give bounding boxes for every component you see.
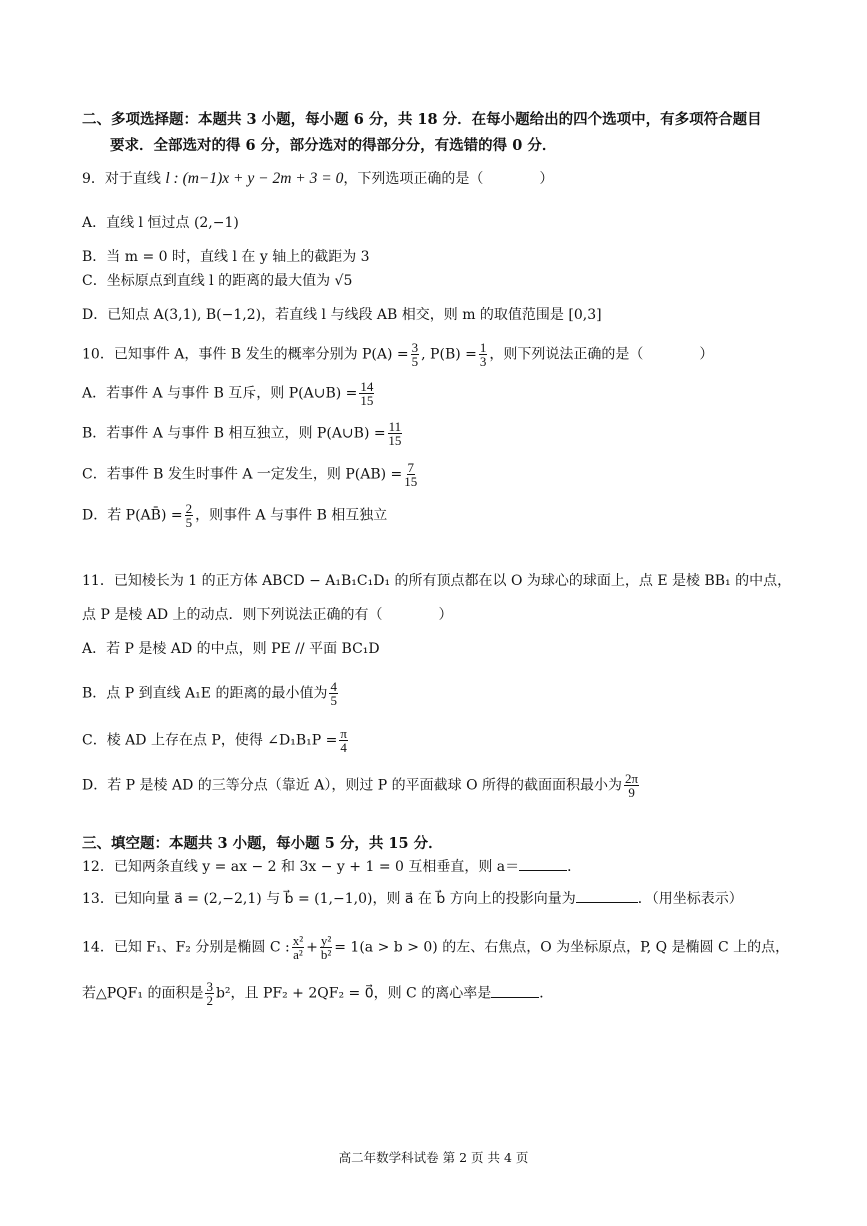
- q9-option-d: D．已知点 A(3,1), B(−1,2)，若直线 l 与线段 AB 相交，则 m 的取值范围是 [0,3]: [82, 307, 602, 323]
- q10-c-fraction: [404, 461, 417, 488]
- q9-stem-post: ，下列选项正确的是（ ）: [343, 171, 554, 187]
- q11-d-num: 2π: [625, 771, 639, 786]
- q10-pb-den: 3: [479, 354, 487, 369]
- q10-option-c: [82, 461, 419, 488]
- q10-c-text: C．若事件 B 发生时事件 A 一定发生，则 P(AB) =: [82, 466, 403, 483]
- q11-b-text: B．点 P 到直线 A₁E 的距离的最小值为: [82, 685, 328, 702]
- q11-d-fraction: [624, 772, 639, 799]
- page-footer: 高二年数学科试卷 第 2 页 共 4 页: [338, 1150, 529, 1165]
- q11-option-c: [82, 727, 350, 754]
- section-3-heading: 三、填空题：本题共 3 小题，每小题 5 分，共 15 分．: [82, 835, 443, 852]
- q11-c-text: C．棱 AD 上存在点 P，使得 ∠D₁B₁P =: [82, 732, 338, 749]
- q9-option-a: A．直线 l 恒过点 (2,−1): [82, 215, 239, 231]
- q10-pa-fraction: [411, 341, 420, 368]
- q10-option-b: [82, 420, 404, 447]
- q10-a-fraction: [359, 380, 374, 407]
- q9-stem-pre: 9．对于直线: [82, 171, 166, 187]
- q9-stem-math: l : (m−1)x + y − 2m + 3 = 0: [165, 170, 344, 187]
- q11-b-den: 5: [330, 693, 337, 708]
- question-14-line2: [82, 980, 553, 1007]
- q11-b-fraction: [329, 680, 338, 707]
- question-10-stem: [82, 341, 713, 368]
- q11-c-den: 4: [340, 740, 347, 755]
- q14-x-fraction: [292, 934, 304, 961]
- q10-d-num: 2: [185, 501, 193, 516]
- q10-pa-den: 5: [411, 354, 419, 369]
- q9-option-b: B．当 m = 0 时，直线 l 在 y 轴上的截距为 3: [82, 249, 370, 265]
- q14-area-den: 2: [206, 993, 213, 1008]
- q14-answer-blank[interactable]: [491, 987, 539, 998]
- question-14-line1: [82, 934, 789, 961]
- q11-b-num: 4: [330, 679, 337, 694]
- q11-c-num: π: [340, 726, 347, 741]
- q10-d-text: D．若 P(AB̄) =: [82, 507, 183, 524]
- q9-option-c: C．坐标原点到直线 l 的距离的最大值为 √5: [82, 273, 353, 289]
- q14-line1-pre: 14．已知 F₁、F₂ 分别是椭圆 C :: [82, 939, 290, 956]
- q14-plus: +: [306, 939, 318, 956]
- q14-line2-pre: 若△PQF₁ 的面积是: [82, 985, 204, 1002]
- q10-b-den: 15: [388, 433, 402, 448]
- q10-stem-post: ，则下列说法正确的是（ ）: [489, 346, 714, 363]
- q10-pa-num: 3: [411, 340, 419, 355]
- q14-y-fraction: [320, 934, 332, 961]
- q10-option-d: [82, 502, 387, 529]
- q11-option-d: [82, 772, 641, 799]
- question-11-stem-line2: 点 P 是棱 AD 上的动点．则下列说法正确的有（ ）: [82, 607, 453, 623]
- q11-d-text: D．若 P 是棱 AD 的三等分点（靠近 A），则过 P 的平面截球 O 所得的截面面积最小为: [82, 777, 623, 794]
- q14-area-num: 3: [206, 979, 213, 994]
- q13-end: ．（用坐标表示）: [637, 891, 743, 907]
- q11-option-b: [82, 680, 340, 707]
- q12-text: 12．已知两条直线 y = ax − 2 和 3x − y + 1 = 0 互相垂直，则 a＝: [82, 859, 520, 875]
- q10-pb-fraction: [479, 341, 488, 368]
- q10-b-text: B．若事件 A 与事件 B 相互独立，则 P(A∪B) =: [82, 425, 386, 442]
- q14-line1-post: = 1(a > b > 0) 的左、右焦点，O 为坐标原点，P, Q 是椭圆 C 上的点，: [334, 939, 790, 956]
- q13-answer-blank[interactable]: [576, 892, 638, 903]
- q13-text: 13．已知向量 a⃗ = (2,−2,1) 与 b⃗ = (1,−1,0)，则 a⃗ 在 b⃗ 方向上的投影向量为: [82, 891, 576, 907]
- q10-c-den: 15: [404, 474, 418, 489]
- q10-a-text: A．若事件 A 与事件 B 互斥，则 P(A∪B) =: [82, 385, 358, 402]
- q10-pb-num: 1: [479, 340, 487, 355]
- q14-end: ．: [539, 985, 554, 1002]
- q10-b-num: 11: [388, 419, 402, 434]
- q10-b-fraction: [388, 420, 403, 447]
- q10-stem-mid: , P(B) =: [421, 346, 477, 363]
- q12-end: ．: [567, 859, 582, 875]
- q10-d-post: ，则事件 A 与事件 B 相互独立: [195, 507, 388, 524]
- q14-x-den: a²: [293, 947, 303, 962]
- q10-d-fraction: [185, 502, 194, 529]
- q10-c-num: 7: [407, 460, 415, 475]
- q10-a-den: 15: [360, 393, 374, 408]
- q11-option-a: A．若 P 是棱 AD 的中点，则 PE // 平面 BC₁D: [82, 641, 380, 657]
- q14-area-fraction: [205, 980, 214, 1007]
- q10-a-num: 14: [360, 379, 374, 394]
- q12-answer-blank[interactable]: [519, 860, 567, 871]
- section-2-heading-line2: 要求．全部选对的得 6 分，部分选对的得部分分，有选错的得 0 分．: [110, 137, 557, 154]
- question-12: [82, 856, 581, 876]
- q14-x-num: x²: [292, 933, 304, 948]
- q10-d-den: 5: [185, 515, 193, 530]
- q10-option-a: [82, 380, 376, 407]
- question-11-stem-line1: 11．已知棱长为 1 的正方体 ABCD − A₁B₁C₁D₁ 的所有顶点都在以 O 为球心的球面上，点 E 是棱 BB₁ 的中点，: [82, 573, 792, 589]
- q11-c-fraction: [339, 727, 348, 754]
- q14-line2-post: b²，且 PF₂ + 2QF₂ = 0⃗，则 C 的离心率是: [215, 985, 492, 1002]
- q14-y-num: y²: [320, 933, 332, 948]
- question-13: [82, 888, 743, 908]
- q14-y-den: b²: [320, 947, 332, 962]
- q10-stem-pre: 10．已知事件 A，事件 B 发生的概率分别为 P(A) =: [82, 346, 409, 363]
- question-9-stem: [82, 168, 553, 188]
- q11-d-den: 9: [628, 785, 635, 800]
- section-2-heading-line1: 二、多项选择题：本题共 3 小题，每小题 6 分，共 18 分．在每小题给出的四个选项中，有多项符合题目: [82, 111, 762, 128]
